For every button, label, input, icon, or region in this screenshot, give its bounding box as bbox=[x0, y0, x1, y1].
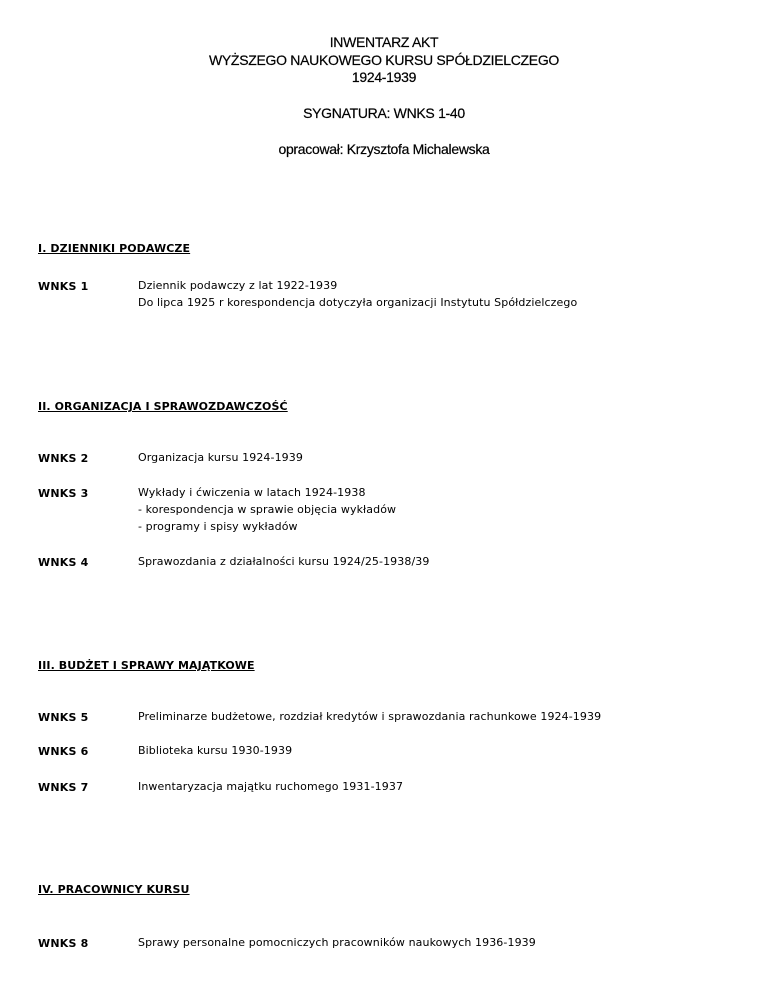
entry-signature: WNKS 3 bbox=[38, 487, 89, 500]
entry-signature: WNKS 1 bbox=[38, 280, 89, 293]
entry-signature: WNKS 4 bbox=[38, 556, 89, 569]
document-author: opracował: Krzysztofa Michalewska bbox=[278, 141, 490, 157]
entry-description bbox=[138, 484, 396, 535]
entry-description-line: Sprawozdania z działalności kursu 1924/25-1938/39 bbox=[138, 555, 430, 568]
entry-description bbox=[138, 778, 403, 795]
entry-description-line: Organizacja kursu 1924-1939 bbox=[138, 451, 303, 464]
entry-signature: WNKS 8 bbox=[38, 937, 89, 950]
document-title-line-2: WYŻSZEGO NAUKOWEGO KURSU SPÓŁDZIELCZEGO bbox=[208, 52, 559, 68]
entry-signature: WNKS 6 bbox=[38, 745, 89, 758]
document-signature: SYGNATURA: WNKS 1-40 bbox=[303, 105, 465, 121]
entry-description bbox=[138, 934, 536, 951]
section-title-budzet: III. BUDŻET I SPRAWY MAJĄTKOWE bbox=[38, 659, 255, 672]
entry-signature: WNKS 7 bbox=[38, 781, 89, 794]
entry-description-line: Inwentaryzacja majątku ruchomego 1931-1937 bbox=[138, 780, 404, 793]
entry-description bbox=[138, 277, 577, 311]
entry-signature: WNKS 5 bbox=[38, 711, 89, 724]
entry-description-line: Dziennik podawczy z lat 1922-1939 bbox=[138, 279, 338, 292]
entry-description-line: - programy i spisy wykładów bbox=[138, 520, 298, 533]
document-title-years: 1924-1939 bbox=[351, 69, 417, 85]
entry-signature: WNKS 2 bbox=[38, 452, 89, 465]
entry-description bbox=[138, 708, 601, 725]
entry-description bbox=[138, 449, 303, 466]
entry-description-line: Do lipca 1925 r korespondencja dotyczyła organizacji Instytutu Spółdzielczego bbox=[138, 296, 578, 309]
entry-description-line: - korespondencja w sprawie objęcia wykładów bbox=[138, 503, 397, 516]
entry-description-line: Sprawy personalne pomocniczych pracowników naukowych 1936-1939 bbox=[138, 936, 536, 949]
section-title-dzienniki: I. DZIENNIKI PODAWCZE bbox=[38, 242, 191, 255]
entry-description-line: Preliminarze budżetowe, rozdział kredytów i sprawozdania rachunkowe 1924-1939 bbox=[138, 710, 602, 723]
entry-description-line: Wykłady i ćwiczenia w latach 1924-1938 bbox=[138, 486, 366, 499]
entry-description-line: Biblioteka kursu 1930-1939 bbox=[138, 744, 293, 757]
section-title-organizacja: II. ORGANIZACJA I SPRAWOZDAWCZOŚĆ bbox=[38, 400, 288, 413]
section-title-pracownicy: IV. PRACOWNICY KURSU bbox=[38, 883, 190, 896]
entry-description bbox=[138, 742, 292, 759]
entry-description bbox=[138, 553, 430, 570]
document-title-line-1: INWENTARZ AKT bbox=[329, 34, 439, 50]
